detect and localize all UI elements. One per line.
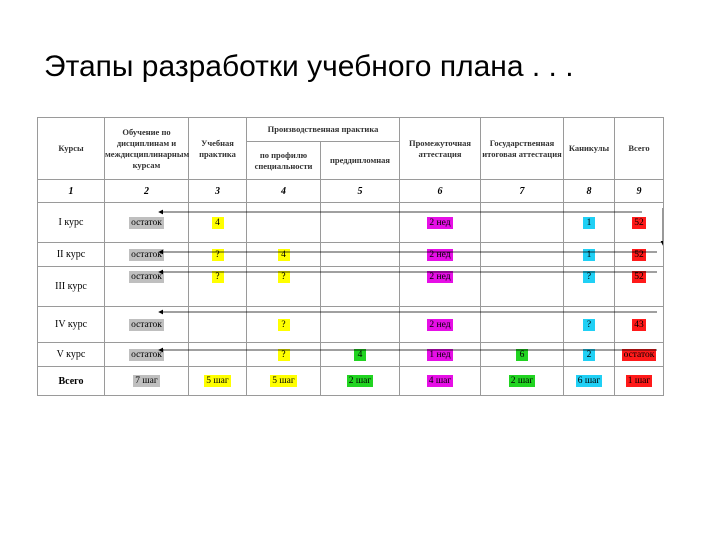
vacation-cell: 2 [583,349,595,361]
total-cell: остаток [623,349,655,360]
vacation-cell: 1 [583,249,595,261]
prediploma-cell [321,307,400,343]
column-number: 7 [481,180,564,203]
table-row [38,267,664,307]
profile-practice-cell: ? [278,349,290,361]
header-interim-attestation: Промежуточная аттестация [400,118,481,180]
totals-state: 2 шаг [510,376,534,386]
total-cell: 52 [634,217,644,228]
state-cell [481,203,564,243]
course-label: III курс [38,267,105,307]
profile-practice-cell: 4 [278,249,290,261]
interim-cell: 2 нед [429,272,451,282]
educational-practice-cell: ? [212,249,224,261]
training-cell: остаток [131,217,162,228]
curriculum-table-wrap [37,117,663,396]
state-cell: 6 [516,349,528,361]
totals-vacation: 6 шаг [577,376,601,386]
slide-title: Этапы разработки учебного плана . . . [44,50,574,83]
column-number: 5 [321,180,400,203]
state-cell [481,243,564,267]
prediploma-cell [321,203,400,243]
header-vacation: Каникулы [564,118,615,180]
profile-practice-cell: ? [278,319,290,331]
prediploma-cell [321,243,400,267]
header-educational-practice: Учебная практика [189,118,247,180]
header-courses: Курсы [38,118,105,180]
totals-label: Всего [38,367,105,396]
header-pre-diploma: преддипломная [321,142,400,180]
course-label: V курс [38,343,105,367]
profile-practice-cell [247,203,321,243]
header-state-attestation: Государственная итоговая аттестация [481,118,564,180]
training-cell: остаток [131,249,162,260]
vacation-cell: ? [583,271,595,283]
state-cell [481,267,564,307]
column-number: 6 [400,180,481,203]
interim-cell: 2 нед [429,249,451,260]
column-number: 1 [38,180,105,203]
training-cell: остаток [131,272,162,282]
training-cell: остаток [131,319,162,330]
educational-practice-cell: 4 [212,217,224,229]
total-cell: 52 [634,272,644,282]
column-number: 9 [615,180,664,203]
column-number: 4 [247,180,321,203]
course-label: IV курс [38,307,105,343]
prediploma-cell: 4 [354,349,366,361]
header-total: Всего [615,118,664,180]
column-number: 8 [564,180,615,203]
interim-cell: 2 нед [429,319,451,330]
educational-practice-cell [189,343,247,367]
educational-practice-cell: ? [212,271,224,283]
course-label: I курс [38,203,105,243]
vacation-cell: 1 [583,217,595,229]
table-row [38,203,664,243]
table-row [38,243,664,267]
table-row [38,343,664,367]
curriculum-plan-table [37,117,664,396]
header-training: Обучение по дисциплинам и междисциплинарным курсам [105,118,189,180]
total-cell: 52 [634,249,644,260]
interim-cell: 1 нед [429,349,451,360]
state-cell [481,307,564,343]
educational-practice-cell [189,307,247,343]
totals-profile: 5 шаг [272,376,295,386]
column-number: 2 [105,180,189,203]
total-cell: 43 [634,319,644,330]
profile-practice-cell: ? [278,271,290,283]
course-label: II курс [38,243,105,267]
totals-row [38,367,664,396]
header-by-profile: по профилю специальности [247,142,321,180]
prediploma-cell [321,267,400,307]
training-cell: остаток [131,349,162,360]
totals-training: 7 шаг [135,376,158,386]
totals-prediploma: 2 шаг [348,376,372,386]
totals-interim: 4 шаг [428,376,452,386]
table-row [38,307,664,343]
totals-educational: 5 шаг [206,376,229,386]
totals-total: 1 шаг [627,376,651,386]
vacation-cell: ? [583,319,595,331]
column-number: 3 [189,180,247,203]
header-production-practice: Производственная практика [247,118,400,142]
interim-cell: 2 нед [429,217,451,228]
